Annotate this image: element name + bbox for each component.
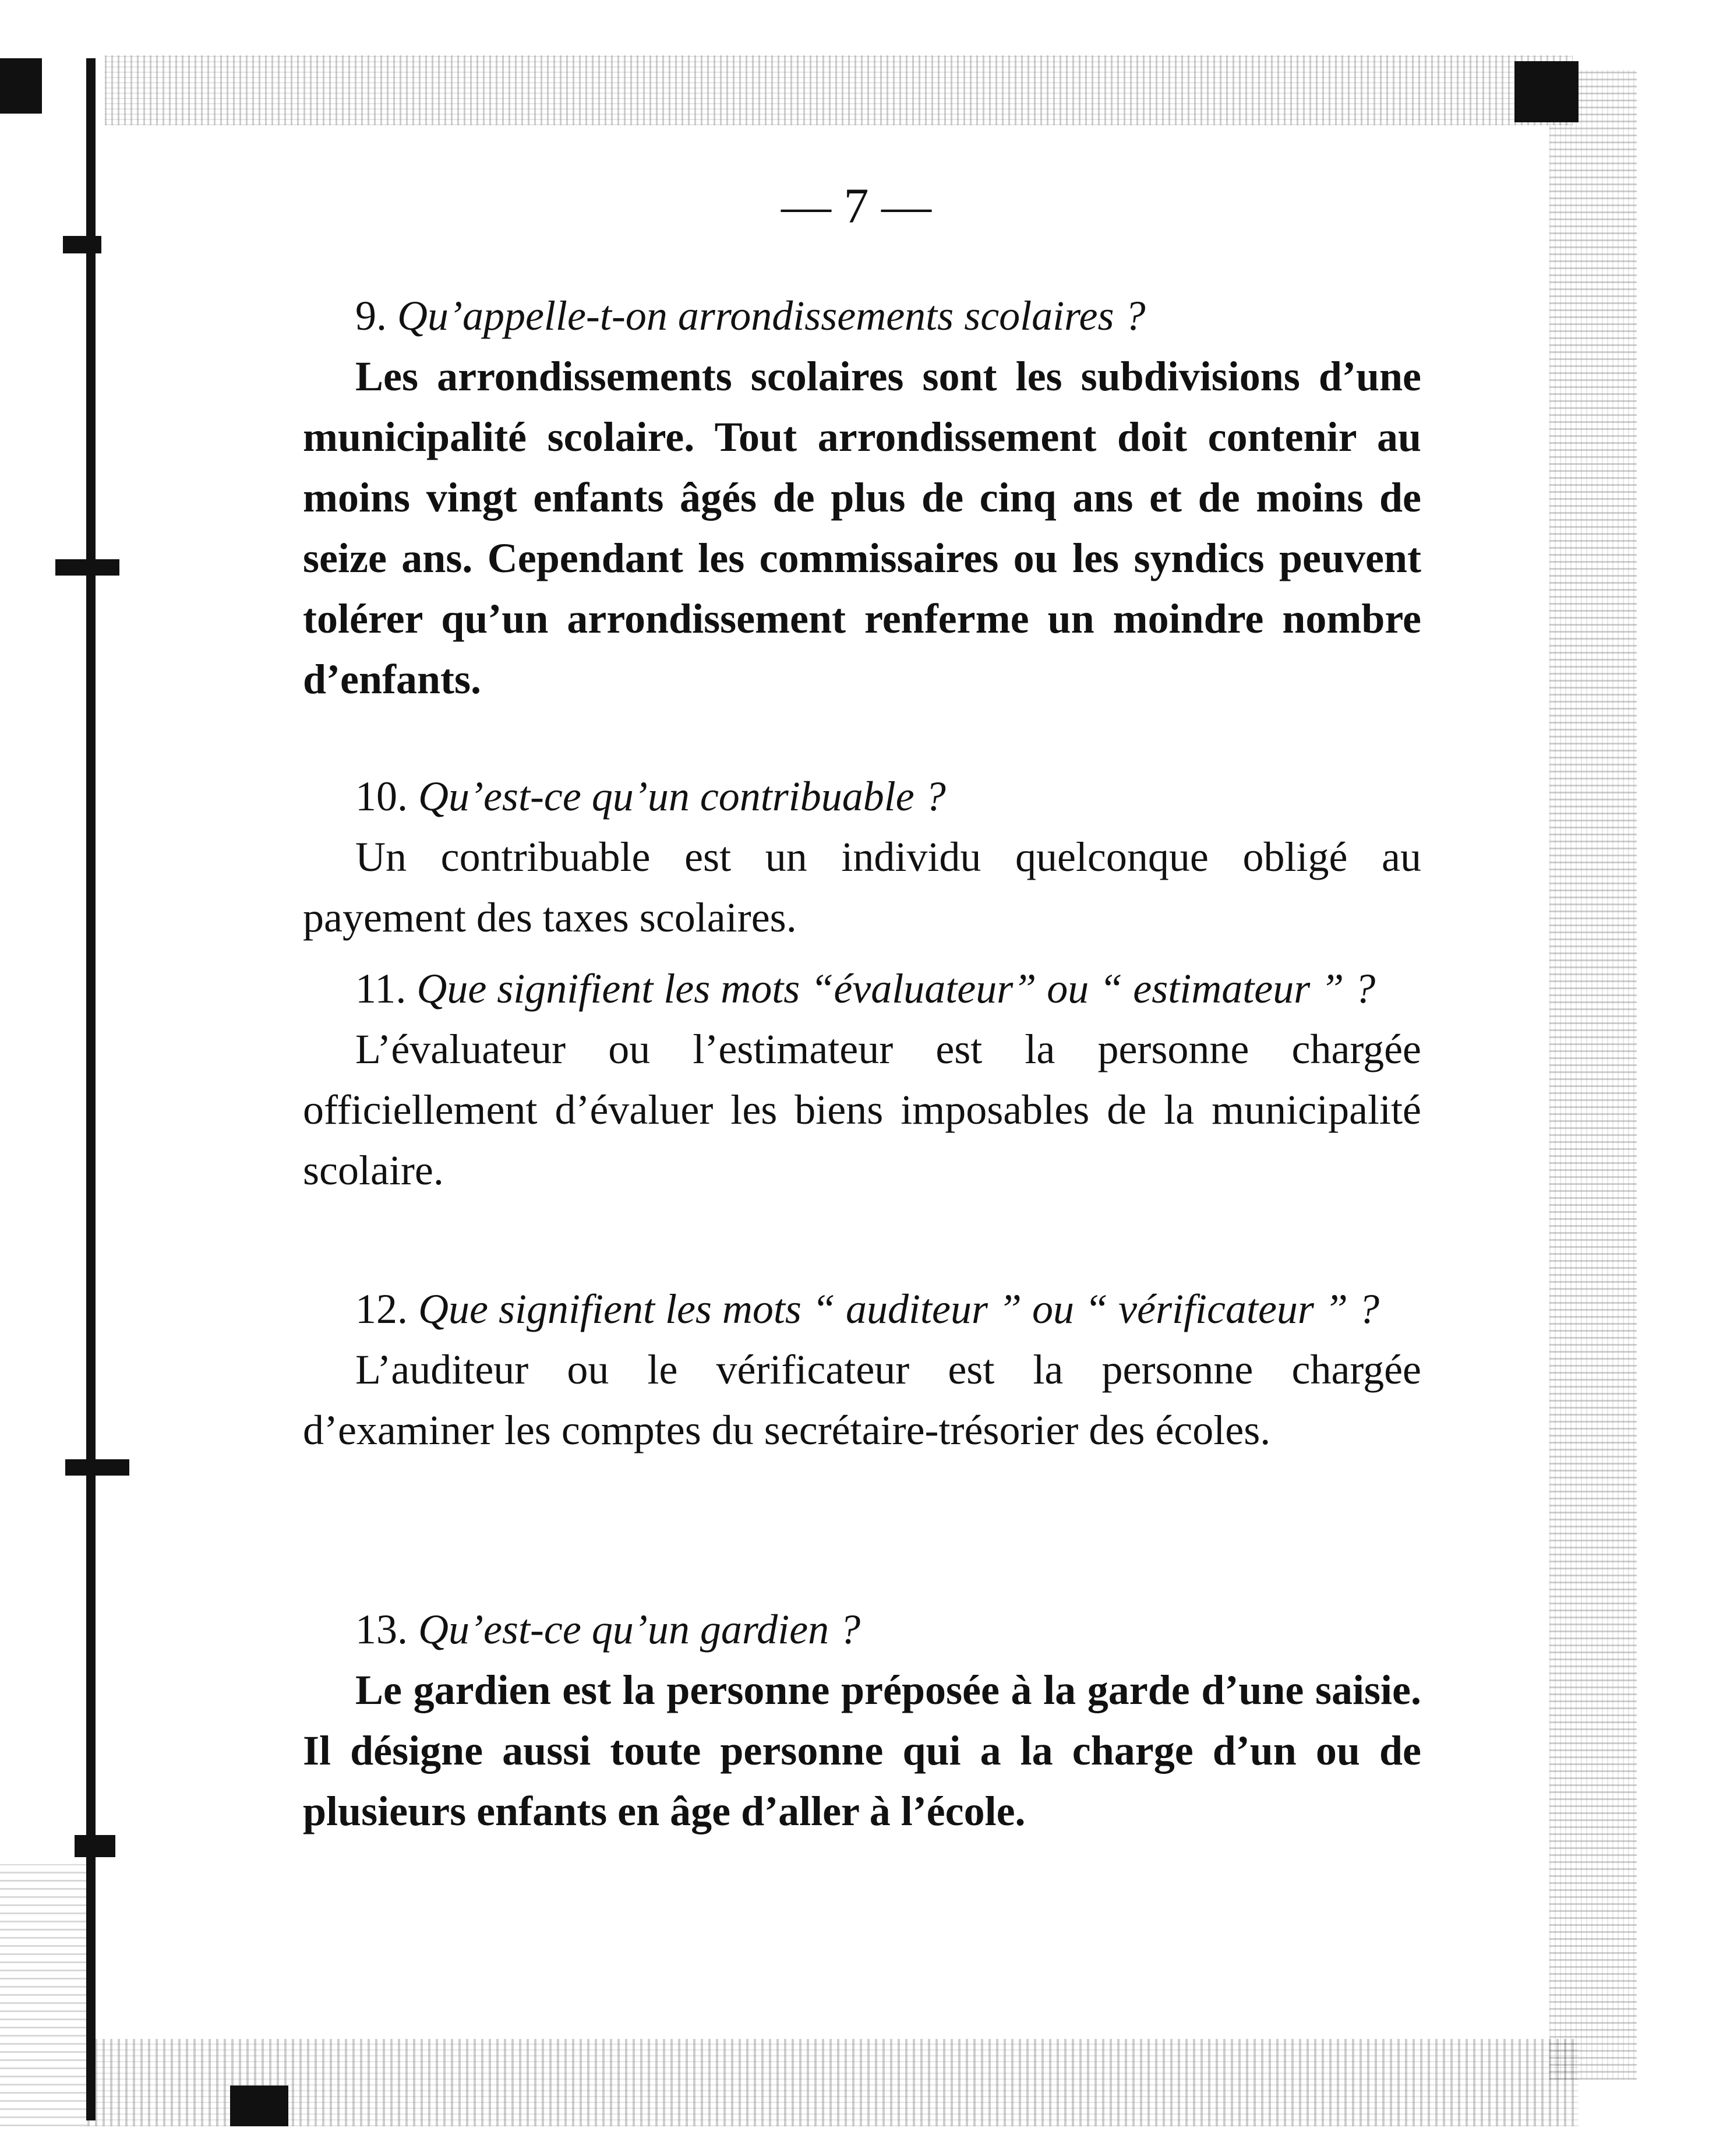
question-number: 12. [355,1286,408,1332]
scan-noise-bottom [87,2039,1579,2126]
question-10 [303,766,1421,827]
question-number: 9. [355,292,387,339]
question-text: Qu’appelle-t-on arrondissements scolaires ? [397,292,1146,339]
entry-11 [303,958,1421,1201]
scan-noise-top [105,55,1573,125]
question-number: 10. [355,773,408,820]
question-text: Que signifient les mots “évaluateur” ou “ estimateur ” ? [416,965,1376,1012]
binding-mark [63,236,101,253]
binding-mark [75,1835,115,1857]
answer-9: Les arrondissements scolaires sont les subdivisions d’une municipalité scolaire. Tout arrondissement doit contenir au moins vingt enfants âgés de plus de cinq ans et de moins de seize ans. Cependant les commissaires ou les syndics peuvent tolérer qu’un arrondissement renferme un moindre nombre d’enfants. [303,353,1421,703]
scan-noise-left-bottom [0,1864,87,2126]
binding-line [86,58,96,2120]
entry-10 [303,766,1421,948]
question-11 [303,958,1421,1019]
question-number: 11. [355,965,407,1012]
question-text: Que signifient les mots “ auditeur ” ou “ vérificateur ” ? [418,1286,1379,1332]
answer-12: L’auditeur ou le vérificateur est la personne chargée d’examiner les comptes du secrétaire-trésorier des écoles. [303,1346,1421,1453]
binding-mark [65,1459,129,1476]
question-number: 13. [355,1606,408,1653]
question-12 [303,1279,1421,1339]
question-13 [303,1599,1421,1660]
question-9 [303,285,1421,346]
question-text: Qu’est-ce qu’un contribuable ? [418,773,946,820]
entry-9 [303,285,1421,710]
corner-block [230,2086,288,2126]
page-number: — 7 — [781,178,931,234]
binding-mark [55,559,119,576]
answer-10: Un contribuable est un individu quelconque obligé au payement des taxes scolaires. [303,834,1421,941]
entry-13 [303,1599,1421,1841]
corner-block [0,58,42,114]
scan-noise-right [1549,70,1637,2080]
answer-11: L’évaluateur ou l’estimateur est la personne chargée officiellement d’évaluer les biens imposables de la municipalité scolaire. [303,1026,1421,1194]
answer-13: Le gardien est la personne préposée à la garde d’une saisie. Il désigne aussi toute personne qui a la charge d’un ou de plusieurs enfants en âge d’aller à l’école. [303,1667,1421,1834]
corner-block [1514,61,1579,122]
question-text: Qu’est-ce qu’un gardien ? [418,1606,861,1653]
entry-12 [303,1279,1421,1460]
